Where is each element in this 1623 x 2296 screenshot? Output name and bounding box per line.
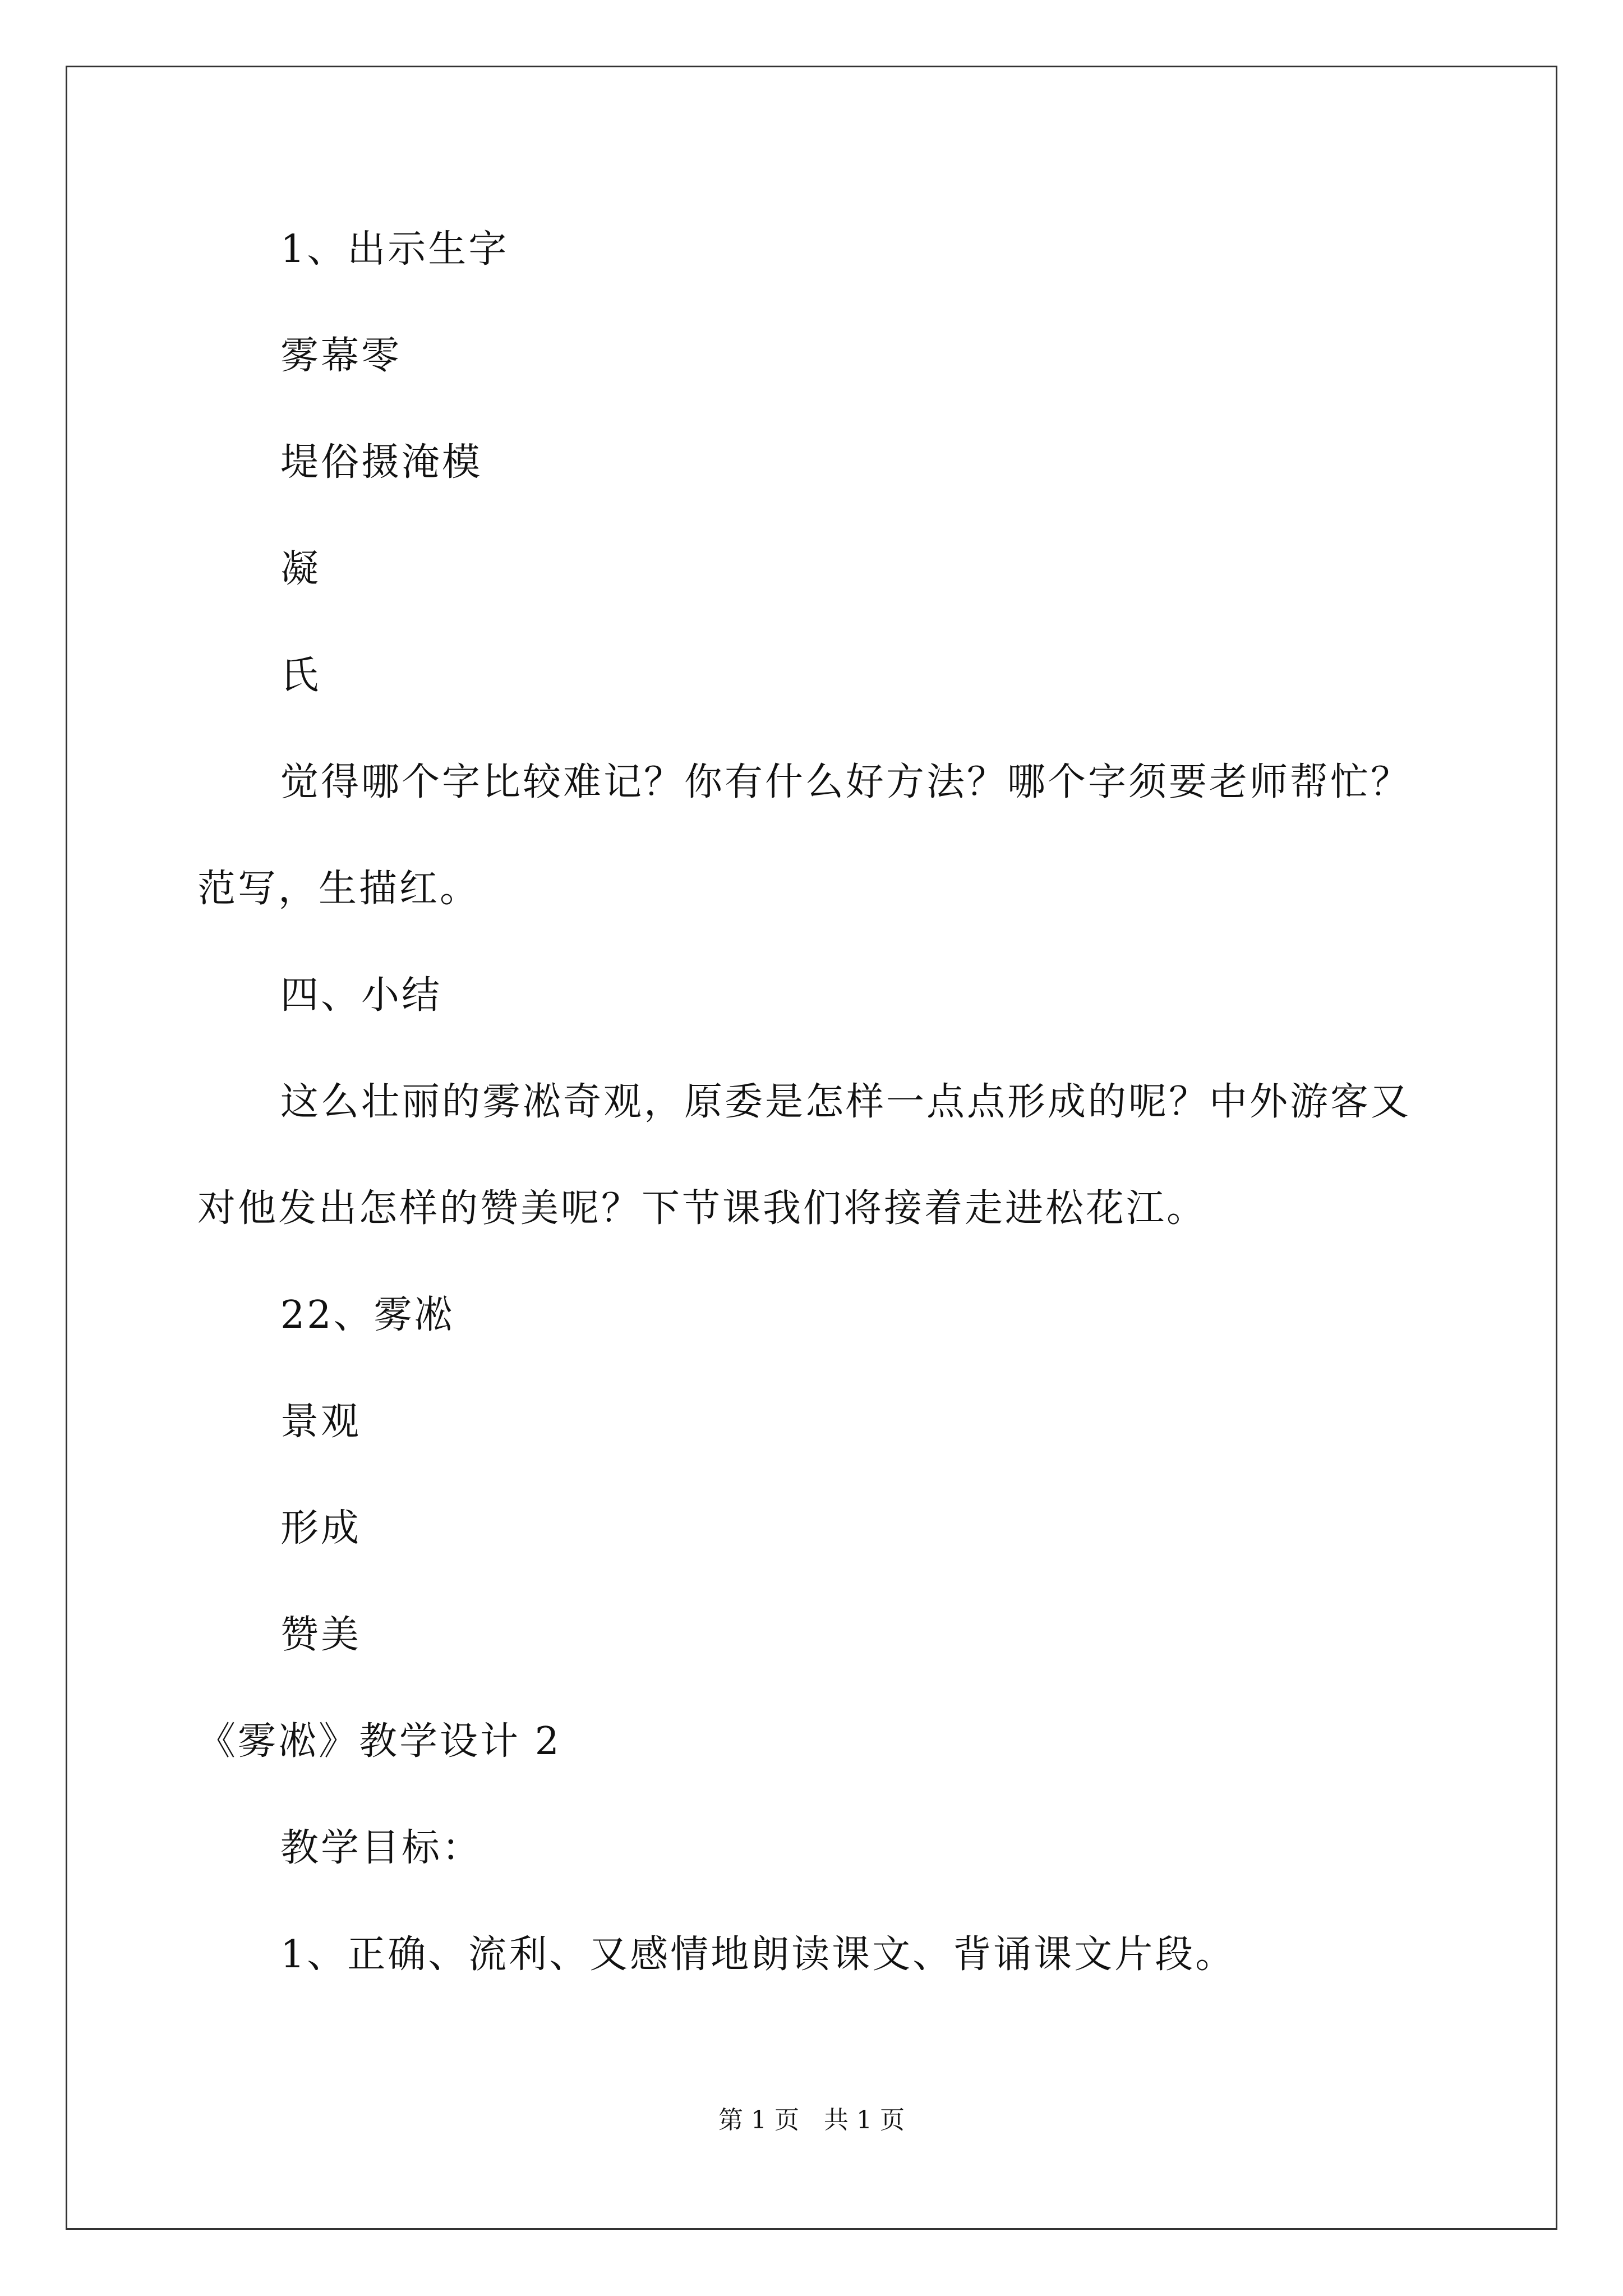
text-line-12: 景观	[280, 1400, 362, 1444]
text-line-11: 22、雾凇	[280, 1293, 455, 1337]
text-line-5: 氏	[280, 654, 321, 698]
text-line-6: 觉得哪个字比较难记？你有什么好方法？哪个字须要老师帮忙？	[280, 760, 1412, 804]
text-line-3: 堤俗摄淹模	[280, 440, 483, 485]
text-line-13: 形成	[280, 1506, 362, 1550]
text-line-7: 范写，生描红。	[197, 867, 481, 911]
text-line-8: 四、小结	[280, 973, 442, 1018]
text-line-17: 1、正确、流利、又感情地朗读课文、背诵课文片段。	[280, 1932, 1236, 1977]
text-line-16: 教学目标：	[280, 1826, 483, 1870]
text-line-10: 对他发出怎样的赞美呢？下节课我们将接着走进松花江。	[197, 1186, 1207, 1231]
section-heading: 《雾凇》教学设计 2	[197, 1719, 561, 1764]
page-number-footer: 第 1 页 共 1 页	[718, 2106, 905, 2134]
text-line-4: 凝	[280, 547, 321, 591]
text-line-2: 雾幕零	[280, 334, 402, 378]
page-border	[66, 66, 1557, 2230]
text-line-9: 这么壮丽的雾凇奇观，原委是怎样一点点形成的呢？中外游客又	[280, 1080, 1412, 1124]
text-line-14: 赞美	[280, 1613, 362, 1657]
text-line-1: 1、出示生字	[280, 227, 509, 272]
